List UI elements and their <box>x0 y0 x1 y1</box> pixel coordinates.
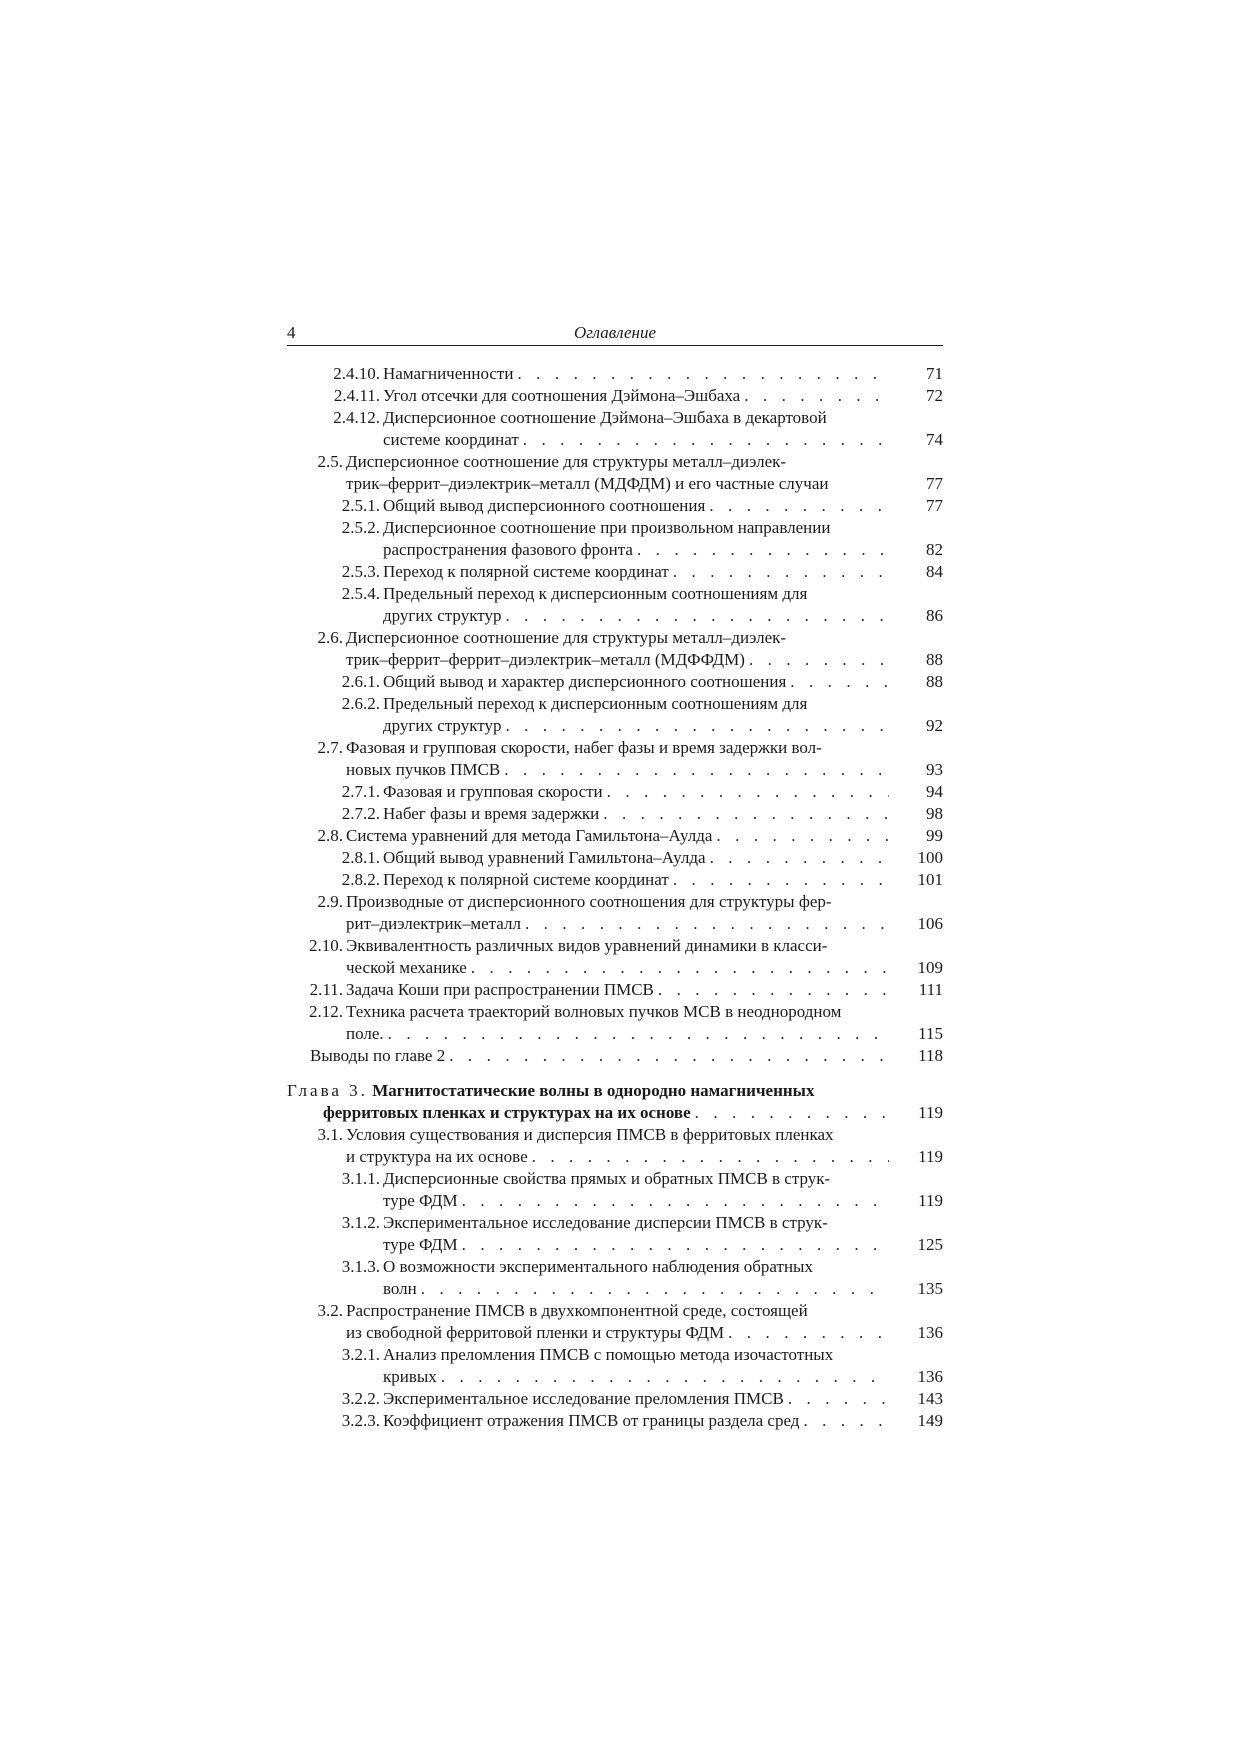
toc-entry-text: Анализ преломления ПМСВ с помощью метода изочастотных <box>383 1345 834 1364</box>
leader-dots <box>501 715 889 737</box>
leader-dots <box>669 561 889 583</box>
chapter-title-line-1: Магнитостатические волны в однородно намагниченных <box>372 1081 815 1100</box>
toc-page-number: 115 <box>918 1024 943 1043</box>
toc-entry-number: 2.8. <box>317 826 343 845</box>
toc-entry-number: 2.5. <box>317 452 343 471</box>
toc-entry-text: Предельный переход к дисперсионным соотношениям для <box>383 694 808 713</box>
toc-entry[interactable] <box>287 1410 943 1432</box>
toc-entry[interactable] <box>287 979 943 1001</box>
leader-dots <box>599 803 889 825</box>
toc-page-number: 111 <box>918 980 943 999</box>
toc-entry-text: Система уравнений для метода Гамильтона–Аулда <box>346 826 713 845</box>
toc-entry-text: поле. <box>346 1024 384 1043</box>
leader-dots <box>633 539 889 561</box>
chapter-page-number: 119 <box>918 1103 943 1122</box>
toc-entry-text: кривых <box>383 1367 437 1386</box>
toc-entry[interactable] <box>287 869 943 891</box>
leader-dots <box>458 1190 889 1212</box>
leader-dots <box>691 1102 889 1124</box>
leader-dots <box>445 1045 889 1067</box>
toc-entry[interactable] <box>287 451 943 495</box>
toc-page-number: 71 <box>926 364 943 383</box>
toc-entry-number: 2.11. <box>309 980 343 999</box>
leader-dots <box>799 1410 889 1432</box>
toc-section-chapter-3 <box>287 1124 943 1432</box>
toc-entry-text: новых пучков ПМСВ <box>346 760 501 779</box>
toc-entry-text: Распространение ПМСВ в двухкомпонентной среде, состоящей <box>346 1301 808 1320</box>
toc-entry-number: 2.4.11. <box>333 386 380 405</box>
toc-entry-number: 2.7.1. <box>341 782 380 801</box>
toc-entry-text: других структур <box>383 716 502 735</box>
toc-entry-number: 3.1.2. <box>341 1213 380 1232</box>
toc-entry-text: Общий вывод уравнений Гамильтона–Аулда <box>383 848 706 867</box>
toc-entry-number: 2.5.4. <box>341 584 380 603</box>
toc-entry-number: 2.4.12. <box>333 408 380 427</box>
toc-chapter-heading[interactable] <box>287 1080 943 1124</box>
leader-dots <box>706 847 889 869</box>
table-of-contents <box>287 363 943 1432</box>
toc-page-number: 74 <box>926 430 943 449</box>
toc-entry-text: системе координат <box>383 430 519 449</box>
toc-entry-text: Набег фазы и время задержки <box>383 804 600 823</box>
toc-page-number: 99 <box>926 826 943 845</box>
toc-entry-number: 2.4.10. <box>333 364 380 383</box>
toc-entry-number: 3.2.3. <box>341 1411 380 1430</box>
toc-entry[interactable] <box>287 1344 943 1388</box>
toc-entry-text: Угол отсечки для соотношения Дэймона–Эшбаха <box>383 386 741 405</box>
toc-entry-text: Коэффициент отражения ПМСВ от границы раздела сред <box>383 1411 800 1430</box>
toc-entry[interactable] <box>287 1256 943 1300</box>
toc-entry[interactable] <box>287 891 943 935</box>
toc-entry[interactable] <box>287 363 943 385</box>
leader-dots <box>654 979 889 1001</box>
toc-entry[interactable] <box>287 1045 943 1067</box>
toc-entry-number: 2.6.1. <box>341 672 380 691</box>
toc-entry-text: трик–феррит–диэлектрик–металл (МДФДМ) и его частные случаи <box>346 474 829 493</box>
toc-entry-text: Условия существования и дисперсия ПМСВ в ферритовых пленках <box>346 1125 834 1144</box>
toc-entry-number: 2.9. <box>317 892 343 911</box>
toc-entry[interactable] <box>287 1212 943 1256</box>
toc-page-number: 119 <box>918 1147 943 1166</box>
leader-dots <box>384 1023 889 1045</box>
toc-entry-text: Общий вывод дисперсионного соотношения <box>383 496 706 515</box>
toc-entry-text: рит–диэлектрик–металл <box>346 914 521 933</box>
toc-entry-number: 3.2.1. <box>341 1345 380 1364</box>
toc-entry-number: 2.7.2. <box>341 804 380 823</box>
toc-page-number: 82 <box>926 540 943 559</box>
toc-entry-text: из свободной ферритовой пленки и структуры ФДМ <box>346 1323 725 1342</box>
toc-entry-number: 2.12. <box>309 1002 343 1021</box>
toc-entry-number: 3.1.1. <box>341 1169 380 1188</box>
leader-dots <box>501 605 889 627</box>
toc-entry[interactable] <box>287 1168 943 1212</box>
toc-entry-text: Дисперсионные свойства прямых и обратных ПМСВ в струк- <box>383 1169 831 1188</box>
toc-entry-text: Эквивалентность различных видов уравнений динамики в класси- <box>346 936 828 955</box>
page-header <box>287 321 943 346</box>
toc-entry-text: Дисперсионное соотношение Дэймона–Эшбаха в декартовой <box>383 408 827 427</box>
toc-page-number: 86 <box>926 606 943 625</box>
leader-dots <box>458 1234 889 1256</box>
running-title: Оглавление <box>573 323 657 342</box>
toc-page-number: 118 <box>918 1046 943 1065</box>
leader-dots <box>740 385 889 407</box>
toc-entry-number: 2.8.1. <box>341 848 380 867</box>
toc-entry-text: других структур <box>383 606 502 625</box>
leader-dots <box>519 429 889 451</box>
toc-entry[interactable] <box>287 847 943 869</box>
toc-entry-text: Намагниченности <box>383 364 514 383</box>
leader-dots <box>669 869 889 891</box>
toc-page-number: 136 <box>917 1367 943 1386</box>
leader-dots <box>712 825 889 847</box>
toc-entry[interactable] <box>287 803 943 825</box>
toc-entry-text: туре ФДМ <box>383 1235 458 1254</box>
leader-dots <box>603 781 889 803</box>
toc-entry[interactable] <box>287 561 943 583</box>
toc-entry-number: 2.5.2. <box>341 518 380 537</box>
toc-page-number: 98 <box>926 804 943 823</box>
toc-entry-text: Задача Коши при распространении ПМСВ <box>346 980 654 999</box>
toc-page-number: 125 <box>917 1235 943 1254</box>
leader-dots <box>784 1388 889 1410</box>
toc-entry-number: 2.6. <box>317 628 343 647</box>
toc-page-number: 135 <box>917 1279 943 1298</box>
leader-dots <box>521 913 889 935</box>
toc-entry[interactable] <box>287 627 943 671</box>
toc-entry-text: Переход к полярной системе координат <box>383 870 669 889</box>
leader-dots <box>513 363 889 385</box>
toc-entry-text: Экспериментальное исследование преломления ПМСВ <box>383 1389 784 1408</box>
toc-entry[interactable] <box>287 737 943 781</box>
leader-dots <box>417 1278 889 1300</box>
toc-entry-text: распространения фазового фронта <box>383 540 633 559</box>
toc-page-number: 77 <box>926 474 943 493</box>
toc-entry[interactable] <box>287 407 943 451</box>
toc-page-number: 94 <box>926 782 943 801</box>
toc-page-number: 109 <box>917 958 943 977</box>
toc-entry[interactable] <box>287 1124 943 1168</box>
toc-page-number: 77 <box>926 496 943 515</box>
toc-entry-text: Фазовая и групповая скорости <box>383 782 603 801</box>
toc-entry-number: 2.5.1. <box>341 496 380 515</box>
chapter-title-line-2: ферритовых пленках и структурах на их основе <box>323 1103 691 1122</box>
toc-entry-number: 2.5.3. <box>341 562 380 581</box>
toc-entry-number: 3.1. <box>317 1125 343 1144</box>
toc-entry-text: Дисперсионное соотношение при произвольном направлении <box>383 518 831 537</box>
toc-entry-text: Переход к полярной системе координат <box>383 562 669 581</box>
toc-entry[interactable] <box>287 583 943 627</box>
toc-page-number: 88 <box>926 672 943 691</box>
toc-entry-text: ческой механике <box>346 958 467 977</box>
toc-entry[interactable] <box>287 781 943 803</box>
page-number: 4 <box>287 323 296 342</box>
toc-entry[interactable] <box>287 517 943 561</box>
toc-entry-text: волн <box>383 1279 417 1298</box>
toc-entry-number: 2.8.2. <box>341 870 380 889</box>
toc-page-number: 93 <box>926 760 943 779</box>
toc-page-number: 136 <box>917 1323 943 1342</box>
toc-entry-text: Техника расчета траекторий волновых пучков МСВ в неоднородном <box>346 1002 842 1021</box>
toc-page-number: 72 <box>926 386 943 405</box>
toc-page-number: 119 <box>918 1191 943 1210</box>
toc-entry-text: трик–феррит–феррит–диэлектрик–металл (МДФФДМ) <box>346 650 745 669</box>
chapter-label: Глава 3. <box>287 1081 368 1100</box>
toc-entry[interactable] <box>287 671 943 693</box>
toc-entry[interactable] <box>287 1001 943 1045</box>
leader-dots <box>437 1366 889 1388</box>
toc-entry-number: 3.2. <box>317 1301 343 1320</box>
toc-entry-text: Дисперсионное соотношение для структуры металл–диэлек- <box>346 628 787 647</box>
toc-entry[interactable] <box>287 385 943 407</box>
toc-entry-number: 2.10. <box>309 936 343 955</box>
toc-section-chapter-2 <box>287 363 943 1067</box>
toc-entry-text: Выводы по главе 2 <box>310 1046 446 1065</box>
toc-page-number: 84 <box>926 562 943 581</box>
toc-entry[interactable] <box>287 1300 943 1344</box>
toc-page-number: 106 <box>917 914 943 933</box>
toc-entry-text: Предельный переход к дисперсионным соотношениям для <box>383 584 808 603</box>
toc-entry[interactable] <box>287 1388 943 1410</box>
toc-entry-text: О возможности экспериментального наблюдения обратных <box>383 1257 813 1276</box>
toc-entry[interactable] <box>287 825 943 847</box>
toc-entry-number: 2.6.2. <box>341 694 380 713</box>
toc-page-number: 100 <box>917 848 943 867</box>
toc-entry[interactable] <box>287 935 943 979</box>
toc-entry-text: Фазовая и групповая скорости, набег фазы и время задержки вол- <box>346 738 822 757</box>
toc-entry-text: Дисперсионное соотношение для структуры металл–диэлек- <box>346 452 787 471</box>
leader-dots <box>745 649 889 671</box>
toc-entry-number: 3.1.3. <box>341 1257 380 1276</box>
toc-entry-text: Экспериментальное исследование дисперсии ПМСВ в струк- <box>383 1213 828 1232</box>
toc-page-number: 143 <box>917 1389 943 1408</box>
leader-dots <box>705 495 889 517</box>
toc-entry-number: 3.2.2. <box>341 1389 380 1408</box>
leader-dots <box>500 759 889 781</box>
leader-dots <box>724 1322 889 1344</box>
toc-entry[interactable] <box>287 693 943 737</box>
toc-entry-text: Производные от дисперсионного соотношения для структуры фер- <box>346 892 832 911</box>
toc-entry-text: Общий вывод и характер дисперсионного соотношения <box>383 672 787 691</box>
toc-entry-text: и структура на их основе <box>346 1147 528 1166</box>
leader-dots <box>467 957 889 979</box>
toc-page-number: 101 <box>917 870 943 889</box>
toc-entry[interactable] <box>287 495 943 517</box>
toc-page-number: 92 <box>926 716 943 735</box>
leader-dots <box>528 1146 889 1168</box>
toc-entry-text: туре ФДМ <box>383 1191 458 1210</box>
toc-page-number: 88 <box>926 650 943 669</box>
toc-entry-number: 2.7. <box>317 738 343 757</box>
toc-page-number: 149 <box>917 1411 943 1430</box>
leader-dots <box>786 671 889 693</box>
